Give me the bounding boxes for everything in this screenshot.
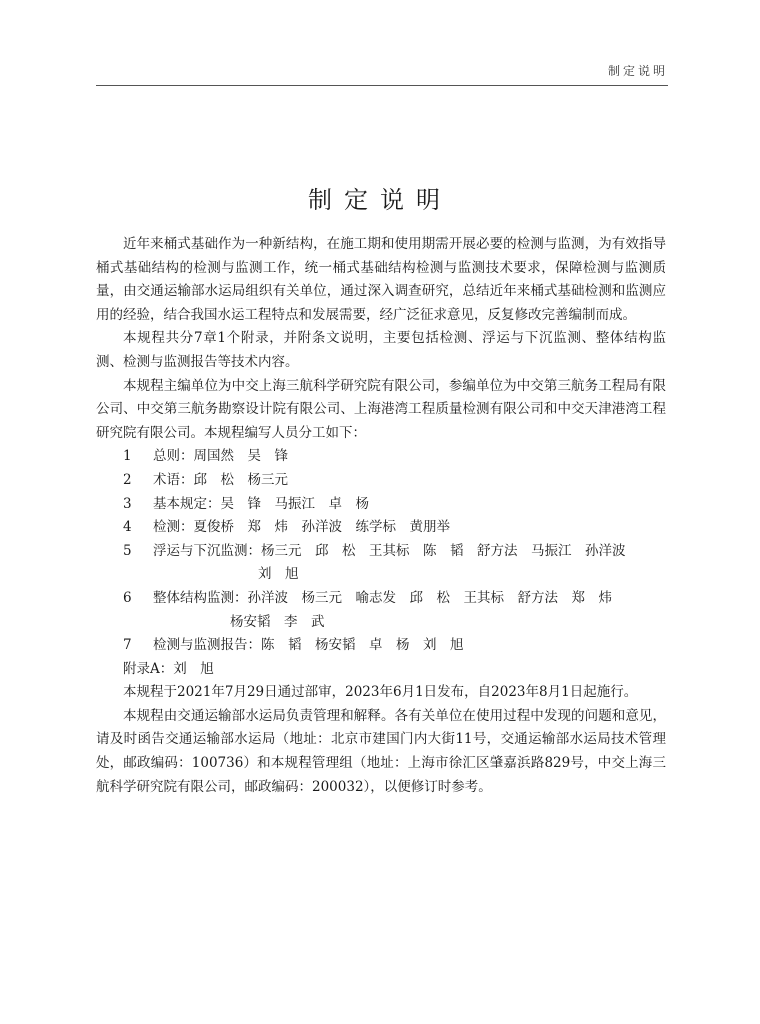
list-item: 7 检测与监测报告：陈 韬 杨安韬 卓 杨 刘 旭 <box>123 637 464 654</box>
paragraph-intro: 近年来桶式基础作为一种新结构，在施工期和使用期需开展必要的检测与监测，为有效指导桶式基础结构的检测与监测工作，统一桶式基础结构检测与监测技术要求，保障检测与监测质量，由交通运输部水运局组织有关单位，通过深入调查研究，总结近年来桶式基础检测和监测应用的经验，结合我国水运工程特点和发展需要，经广泛征求意见，反复修改完善编制而成。 <box>96 236 666 323</box>
list-item: 5 浮运与下沉监测：杨三元 邱 松 王其标 陈 韬 舒方法 马振江 孙洋波 <box>123 542 626 559</box>
paragraph-management: 本规程由交通运输部水运局负责管理和解释。各有关单位在使用过程中发现的问题和意见，请及时函告交通运输部水运局（地址：北京市建国门内大街11号，交通运输部水运局技术管理处，邮政编码：100736）和本规程管理组（地址：上海市徐汇区肇嘉浜路829号，中交上海三航科学研究院有限公司，邮政编码：200032），以便修订时参考。 <box>96 707 666 795</box>
list-item-continuation: 刘 旭 <box>258 566 299 583</box>
list-item: 2 术语：邱 松 杨三元 <box>123 471 288 488</box>
paragraph-units: 本规程主编单位为中交上海三航科学研究院有限公司，参编单位为中交第三航务工程局有限公司、中交第三航务勘察设计院有限公司、上海港湾工程质量检测有限公司和中交天津港湾工程研究院有限公司。本规程编写人员分工如下： <box>96 377 666 441</box>
author-list <box>96 445 666 681</box>
list-item: 6 整体结构监测：孙洋波 杨三元 喻志发 邱 松 王其标 舒方法 郑 炜 <box>123 589 612 606</box>
page-title: 制定说明 <box>308 186 452 214</box>
paragraph-dates: 本规程于2021年7月29日通过部审，2023年6月1日发布，自2023年8月1日起施行。 <box>123 684 638 701</box>
paragraph-scope: 本规程共分7章1个附录，并附条文说明，主要包括检测、浮运与下沉监测、整体结构监测、检测与监测报告等技术内容。 <box>96 330 666 370</box>
appendix-item: 附录A：刘 旭 <box>123 660 214 677</box>
running-header <box>96 62 668 86</box>
list-item-continuation: 杨安韬 李 武 <box>230 613 325 630</box>
list-item: 4 检测：夏俊桥 郑 炜 孙洋波 练学标 黄朋举 <box>123 519 450 536</box>
running-header-title: 制定说明 <box>607 64 668 78</box>
body-text <box>96 233 666 799</box>
list-item: 1 总则：周国然 吴 锋 <box>123 448 288 465</box>
list-item: 3 基本规定：吴 锋 马振江 卓 杨 <box>123 495 369 512</box>
